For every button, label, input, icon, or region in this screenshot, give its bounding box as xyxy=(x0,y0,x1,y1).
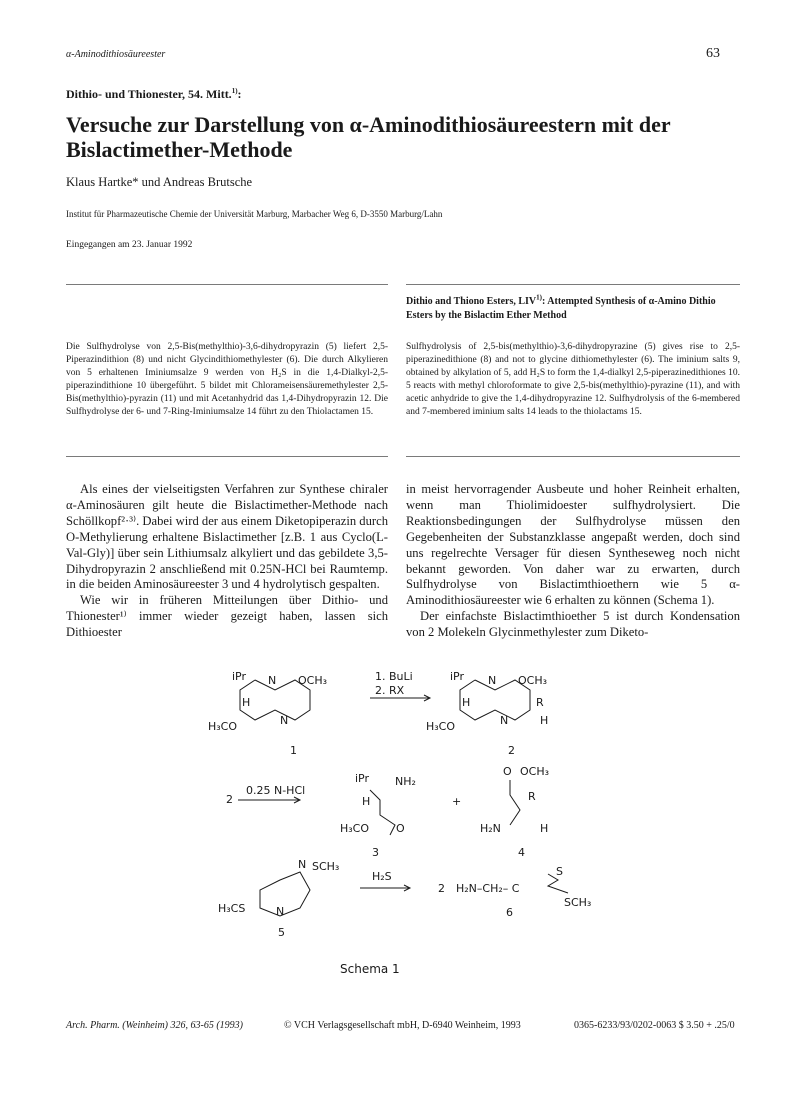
coef-2: 2 xyxy=(226,793,233,806)
divider-right xyxy=(406,284,740,285)
label-4: 4 xyxy=(518,846,525,859)
article-title: Versuche zur Darstellung von α-Aminodithiosäureestern mit der Bislactimether-Methode xyxy=(66,112,671,162)
reagent-hcl: 0.25 N-HCl xyxy=(246,784,306,797)
ipr-2: iPr xyxy=(450,670,465,683)
coef-2b: 2 xyxy=(438,882,445,895)
scheme-caption: Schema 1 xyxy=(340,962,400,976)
label-5: 5 xyxy=(278,926,285,939)
english-title xyxy=(406,295,740,323)
och3-4: OCH₃ xyxy=(520,765,550,778)
n-1b: N xyxy=(280,714,289,727)
footer-publisher: © VCH Verlagsgesellschaft mbH, D-6940 Weinheim, 1993 xyxy=(284,1020,521,1031)
divider-left-bottom xyxy=(66,456,388,457)
english-title-part1: Dithio and Thiono Esters, LIV xyxy=(406,296,537,307)
och3-2: OCH₃ xyxy=(518,674,548,687)
r-2: R xyxy=(536,696,544,709)
series-colon: : xyxy=(237,87,242,101)
n-2a: N xyxy=(488,674,497,687)
h-3: H xyxy=(362,795,371,808)
received-date: Eingegangen am 23. Januar 1992 xyxy=(66,240,193,250)
h-1: H xyxy=(242,696,251,709)
abstract-german: Die Sulfhydrolyse von 2,5-Bis(methylthio)-3,6-dihydropyrazin (5) liefert 2,5-Piperazindithion (8) und nicht Glycindithiomethylester (6). Die durch Alkylieren von 5 erhaltenen Iminiumsalze 9 werden von H₂S in die 1,4-Dialkyl-2,5-piperazindithione 10 übergeführt. 5 bildet mit Chlorameisensäuremethylester 2,5-Bis(methylthio)-pyrazin (11) und mit Acetanhydrid das 1,4-Dihydropyrazin 12. Die Sulfhydrolyse der 6- und 7-Ring-Iminiumsalze 14 führt zu den Thiolactamen 15. xyxy=(66,342,388,418)
product-6: H₂N–CH₂– C xyxy=(456,882,520,895)
h3co-1: H₃CO xyxy=(208,720,238,733)
n-5b: N xyxy=(276,905,285,918)
h-4: H xyxy=(540,822,549,835)
footer-code: 0365-6233/93/0202-0063 $ 3.50 + .25/0 xyxy=(574,1020,735,1031)
body-column-left xyxy=(66,482,388,641)
och3-1: OCH₃ xyxy=(298,674,328,687)
h-2b: H xyxy=(540,714,549,727)
series-line xyxy=(66,87,242,102)
bonds-4 xyxy=(510,780,520,825)
ipr-3: iPr xyxy=(355,772,370,785)
sch3-5: SCH₃ xyxy=(312,860,340,873)
label-2: 2 xyxy=(508,744,515,757)
plus-sign: + xyxy=(452,795,462,808)
ipr-1: iPr xyxy=(232,670,247,683)
h-2a: H xyxy=(462,696,471,709)
h3co-3: H₃CO xyxy=(340,822,370,835)
abstract-english: Sulfhydrolysis of 2,5-bis(methylthio)-3,6-dihydropyrazine (5) gives rise to 2,5-piperazinedithione (8) and not to glycine dithiomethylester (6). The iminium salts 9, obtained by alkylation of 5, add H₂S to form the 1,4-dialkyl 2,5-piperazinedithiones 10. 5 reacts with methyl chloroformate to give 2,5-bis(methylthio)-pyrazine (11), and with acetic anhydride to give the 1,4-dihydropyrazine 12. Sulfhydrolysis of the 6-membered and 7-membered iminium salts 14 leads to the thiolactams 15. xyxy=(406,342,740,418)
reaction-scheme xyxy=(200,650,740,980)
reagent-buli: 1. BuLi xyxy=(375,670,413,683)
body-paragraph: Als eines der vielseitigsten Verfahren zur Synthese chiraler α-Aminosäuren gilt heute die Bislactimether-Methode nach Schöllkopf²·³⁾. Dabei wird der aus einem Diketopiperazin durch O-Methylierung erhaltene Bislactimether [z.B. 1 aus Cyclo(L-Val-Gly)] über sein Lithiumsalz alkyliert und das gebildete 3,5-Dihydropyrazin 2 anschließend mit 0.25N-HCl bei Raumtemp. in die beiden Aminosäureester 3 und 4 hydrolytisch gespalten. xyxy=(66,482,388,592)
s-6: S xyxy=(556,865,563,878)
affiliation: Institut für Pharmazeutische Chemie der Universität Marburg, Marbacher Weg 6, D-3550 Marburg/Lahn xyxy=(66,209,443,219)
n-5a: N xyxy=(298,858,307,871)
footer-journal: Arch. Pharm. (Weinheim) 326, 63-65 (1993) xyxy=(66,1020,244,1031)
n-2b: N xyxy=(500,714,509,727)
h3cs-5: H₃CS xyxy=(218,902,246,915)
series-text: Dithio- und Thionester, 54. Mitt. xyxy=(66,87,232,101)
sch3-6: SCH₃ xyxy=(564,896,592,909)
h3co-2: H₃CO xyxy=(426,720,456,733)
label-3: 3 xyxy=(372,846,379,859)
reagent-rx: 2. RX xyxy=(375,684,405,697)
bonds-3 xyxy=(370,790,395,835)
authors: Klaus Hartke* und Andreas Brutsche xyxy=(66,175,253,189)
english-title-part2: : Attempted Synthesis of α-Amino Dithio Esters by the Bislactim Ether Method xyxy=(406,296,716,321)
h2n-4: H₂N xyxy=(480,822,501,835)
body-paragraph: Der einfachste Bislactimthioether 5 ist durch Kondensation von 2 Molekeln Glycinmethylester zum Diketo- xyxy=(406,609,740,640)
body-column-right xyxy=(406,482,740,641)
r-4: R xyxy=(528,790,536,803)
body-paragraph: Wie wir in früheren Mitteilungen über Dithio- und Thionester¹⁾ immer wieder gezeigt haben, lassen sich Dithioester xyxy=(66,593,388,640)
running-title: α-Aminodithiosäureester xyxy=(66,49,166,60)
label-6: 6 xyxy=(506,906,513,919)
series-footnote-ref: 1) xyxy=(231,87,238,95)
nh2-3: NH₂ xyxy=(395,775,416,788)
o-4: O xyxy=(503,765,512,778)
o-3: O xyxy=(396,822,405,835)
label-1: 1 xyxy=(290,744,297,757)
divider-left xyxy=(66,284,388,285)
body-paragraph: in meist hervorragender Ausbeute und hoher Reinheit erhalten, wenn man Thiolimidoester sulfhydrolysiert. Die Reaktionsbedingungen der Sulfhydrolyse müssen den Gegebenheiten der Substanzklasse angepaßt werden, doch sind uns regelrechte Versager für diesen Syntheseweg noch nicht bekannt geworden. Von daher war zu erwarten, durch Sulfhydrolyse von Bislactimthioethern wie 5 α-Aminodithiosäureester wie 6 erhalten zu können (Schema 1). xyxy=(406,482,740,608)
n-1a: N xyxy=(268,674,277,687)
english-title-ref: 1) xyxy=(536,293,542,302)
reagent-h2s: H₂S xyxy=(372,870,392,883)
divider-right-bottom xyxy=(406,456,740,457)
ring-5 xyxy=(260,872,310,916)
page-number: 63 xyxy=(706,46,720,61)
